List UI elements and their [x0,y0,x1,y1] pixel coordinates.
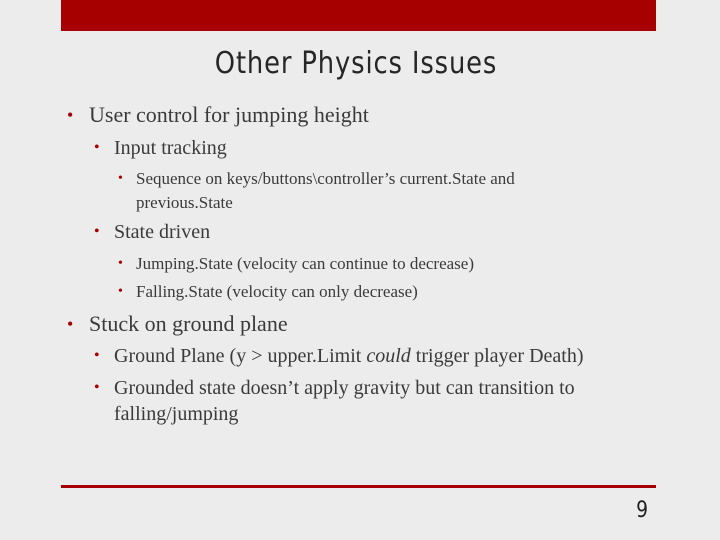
bullet-sequence [118,168,515,189]
bullet-text: Stuck on ground plane [89,311,288,336]
bullet-dot: • [67,314,74,334]
bullet-ground-plane [94,344,584,368]
bullet-dot: • [118,256,123,271]
top-accent-bar [61,0,656,31]
bullet-dot: • [94,139,100,156]
bullet-text: State driven [114,221,211,243]
bullet-sequence-continued: previous.State [136,193,233,212]
bullet-user-control [67,102,369,128]
bullet-stuck-ground-plane [67,311,288,337]
bullet-grounded-state [94,376,575,400]
bullet-text: Falling.State (velocity can only decrease) [136,282,418,301]
bullet-dot: • [94,379,100,396]
bullet-text: Sequence on keys/buttons\controller’s current.State and [136,169,515,188]
bullet-text: Input tracking [114,137,227,159]
bullet-grounded-state-continued: falling/jumping [114,403,239,425]
bullet-text: Jumping.State (velocity can continue to decrease) [136,254,474,273]
bullet-dot: • [94,223,100,240]
bullet-falling-state [118,281,418,302]
bullet-text-end: trigger player Death) [410,345,584,367]
page-number: 9 [636,498,648,523]
slide-title: Other Physics Issues [214,46,498,81]
bullet-jumping-state [118,253,474,274]
bullet-text: User control for jumping height [89,102,369,127]
bullet-dot: • [118,171,123,186]
bullet-dot: • [94,347,100,364]
bottom-accent-rule [61,485,656,488]
bullet-dot: • [67,105,74,125]
bullet-text-emphasis: could [366,345,411,367]
bullet-text-start: Ground Plane (y > upper.Limit [114,345,367,367]
bullet-state-driven [94,220,211,244]
bullet-dot: • [118,284,123,299]
bullet-input-tracking [94,136,227,160]
bullet-text: Grounded state doesn’t apply gravity but can transition to [114,377,575,399]
